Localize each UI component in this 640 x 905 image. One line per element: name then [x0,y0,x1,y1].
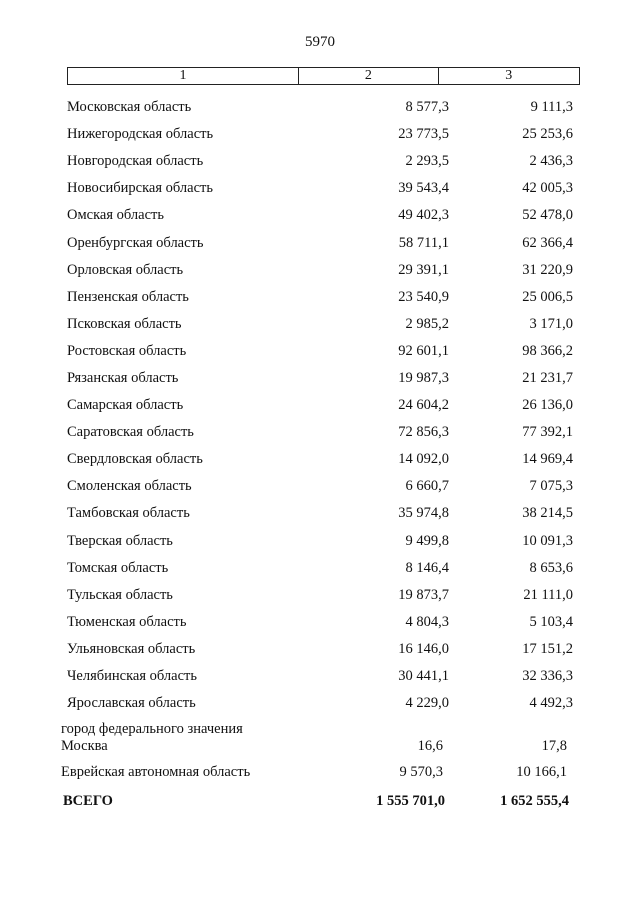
value-col3: 26 136,0 [522,397,573,414]
value-col3: 10 091,3 [522,532,573,549]
region-name: Псковская область [67,315,182,332]
region-name: Самарская область [67,397,184,414]
region-name: Тульская область [67,586,173,603]
value-col3: 98 366,2 [522,342,573,359]
table-row [67,555,580,582]
value-col3: 2 436,3 [529,153,573,170]
value-col2: 6 660,7 [405,478,449,495]
value-col2: 72 856,3 [398,424,449,441]
value-col3: 4 492,3 [529,695,573,712]
table-row [67,148,580,175]
table-row [67,311,580,338]
table-row-moscow [61,717,580,759]
region-name: Рязанская область [67,369,179,386]
value-col3: 17,8 [541,738,567,755]
value-col2: 58 711,1 [398,234,449,251]
table-row [67,175,580,202]
table-row [67,446,580,473]
region-name: Еврейская автономная область [61,764,251,781]
total-label: ВСЕГО [63,793,113,810]
table-row [67,636,580,663]
value-col2: 23 540,9 [398,288,449,305]
value-col2: 4 804,3 [405,613,449,630]
column-header-3: 3 [505,68,513,83]
region-name: Тюменская область [67,613,187,630]
region-name: Смоленская область [67,478,192,495]
region-name: Саратовская область [67,424,194,441]
region-name: Новгородская область [67,153,204,170]
value-col3: 42 005,3 [522,180,573,197]
value-col3: 52 478,0 [522,207,573,224]
table-row [67,663,580,690]
region-name: Челябинская область [67,668,197,685]
table-row [67,582,580,609]
value-col2: 49 402,3 [398,207,449,224]
value-col2: 30 441,1 [398,668,449,685]
table-row [67,392,580,419]
value-col2: 2 985,2 [405,315,449,332]
value-col2: 8 146,4 [405,559,449,576]
value-col2: 2 293,5 [405,153,449,170]
region-name: Оренбургская область [67,234,204,251]
value-col3: 3 171,0 [529,315,573,332]
value-col2: 16 146,0 [398,640,449,657]
value-col2: 9 570,3 [399,764,443,781]
value-col3: 9 111,3 [530,99,573,116]
value-col2: 9 499,8 [405,532,449,549]
table-row [67,202,580,229]
value-col2: 16,6 [417,738,443,755]
column-header-1: 1 [68,68,299,84]
value-col3: 31 220,9 [522,261,573,278]
value-col2: 35 974,8 [398,505,449,522]
table-row [67,121,580,148]
region-name: Омская область [67,207,164,224]
value-col2: 19 987,3 [398,369,449,386]
value-col3: 5 103,4 [529,613,573,630]
value-col3: 21 231,7 [522,369,573,386]
table-row [67,500,580,527]
table-body [61,94,580,815]
table-row [67,229,580,256]
value-col2: 39 543,4 [398,180,449,197]
region-name-line2: Москва [61,738,108,755]
value-col2: 92 601,1 [398,342,449,359]
table-row [67,528,580,555]
total-col3: 1 652 555,4 [500,793,569,810]
value-col3: 25 006,5 [522,288,573,305]
value-col2: 14 092,0 [398,451,449,468]
table-row [67,473,580,500]
value-col3: 8 653,6 [529,559,573,576]
value-col3: 7 075,3 [529,478,573,495]
region-name: Нижегородская область [67,126,214,143]
value-col2: 29 391,1 [398,261,449,278]
value-col3: 21 111,0 [523,586,573,603]
value-col3: 25 253,6 [522,126,573,143]
value-col2: 8 577,3 [405,99,449,116]
value-col3: 77 392,1 [522,424,573,441]
table-row [67,338,580,365]
column-header-2: 2 [299,68,438,84]
region-name: Новосибирская область [67,180,213,197]
total-col2: 1 555 701,0 [376,793,445,810]
region-name: Орловская область [67,261,184,278]
region-name [61,721,291,755]
value-col2: 24 604,2 [398,397,449,414]
value-col3: 17 151,2 [522,640,573,657]
table-row [67,419,580,446]
value-col2: 19 873,7 [398,586,449,603]
region-name: Ульяновская область [67,640,196,657]
value-col3: 62 366,4 [522,234,573,251]
region-name: Пензенская область [67,288,189,305]
value-col2: 23 773,5 [398,126,449,143]
region-name-line1: город федерального значения [61,721,243,738]
table-row [67,94,580,121]
region-name: Тверская область [67,532,173,549]
table-row [67,365,580,392]
value-col3: 38 214,5 [522,505,573,522]
table-row [67,257,580,284]
table-row [67,690,580,717]
value-col3: 32 336,3 [522,668,573,685]
table-row [67,284,580,311]
region-name: Томская область [67,559,169,576]
region-name: Ростовская область [67,342,187,359]
value-col2: 4 229,0 [405,695,449,712]
table-header [67,67,580,85]
region-name: Тамбовская область [67,505,190,522]
value-col3: 10 166,1 [516,764,567,781]
table-row-total [63,788,580,815]
region-name: Ярославская область [67,695,196,712]
value-col3: 14 969,4 [522,451,573,468]
region-name: Московская область [67,99,192,116]
table-row [67,609,580,636]
table-row-jewish-ao [61,759,580,786]
page-number: 5970 [305,34,335,50]
region-name: Свердловская область [67,451,203,468]
